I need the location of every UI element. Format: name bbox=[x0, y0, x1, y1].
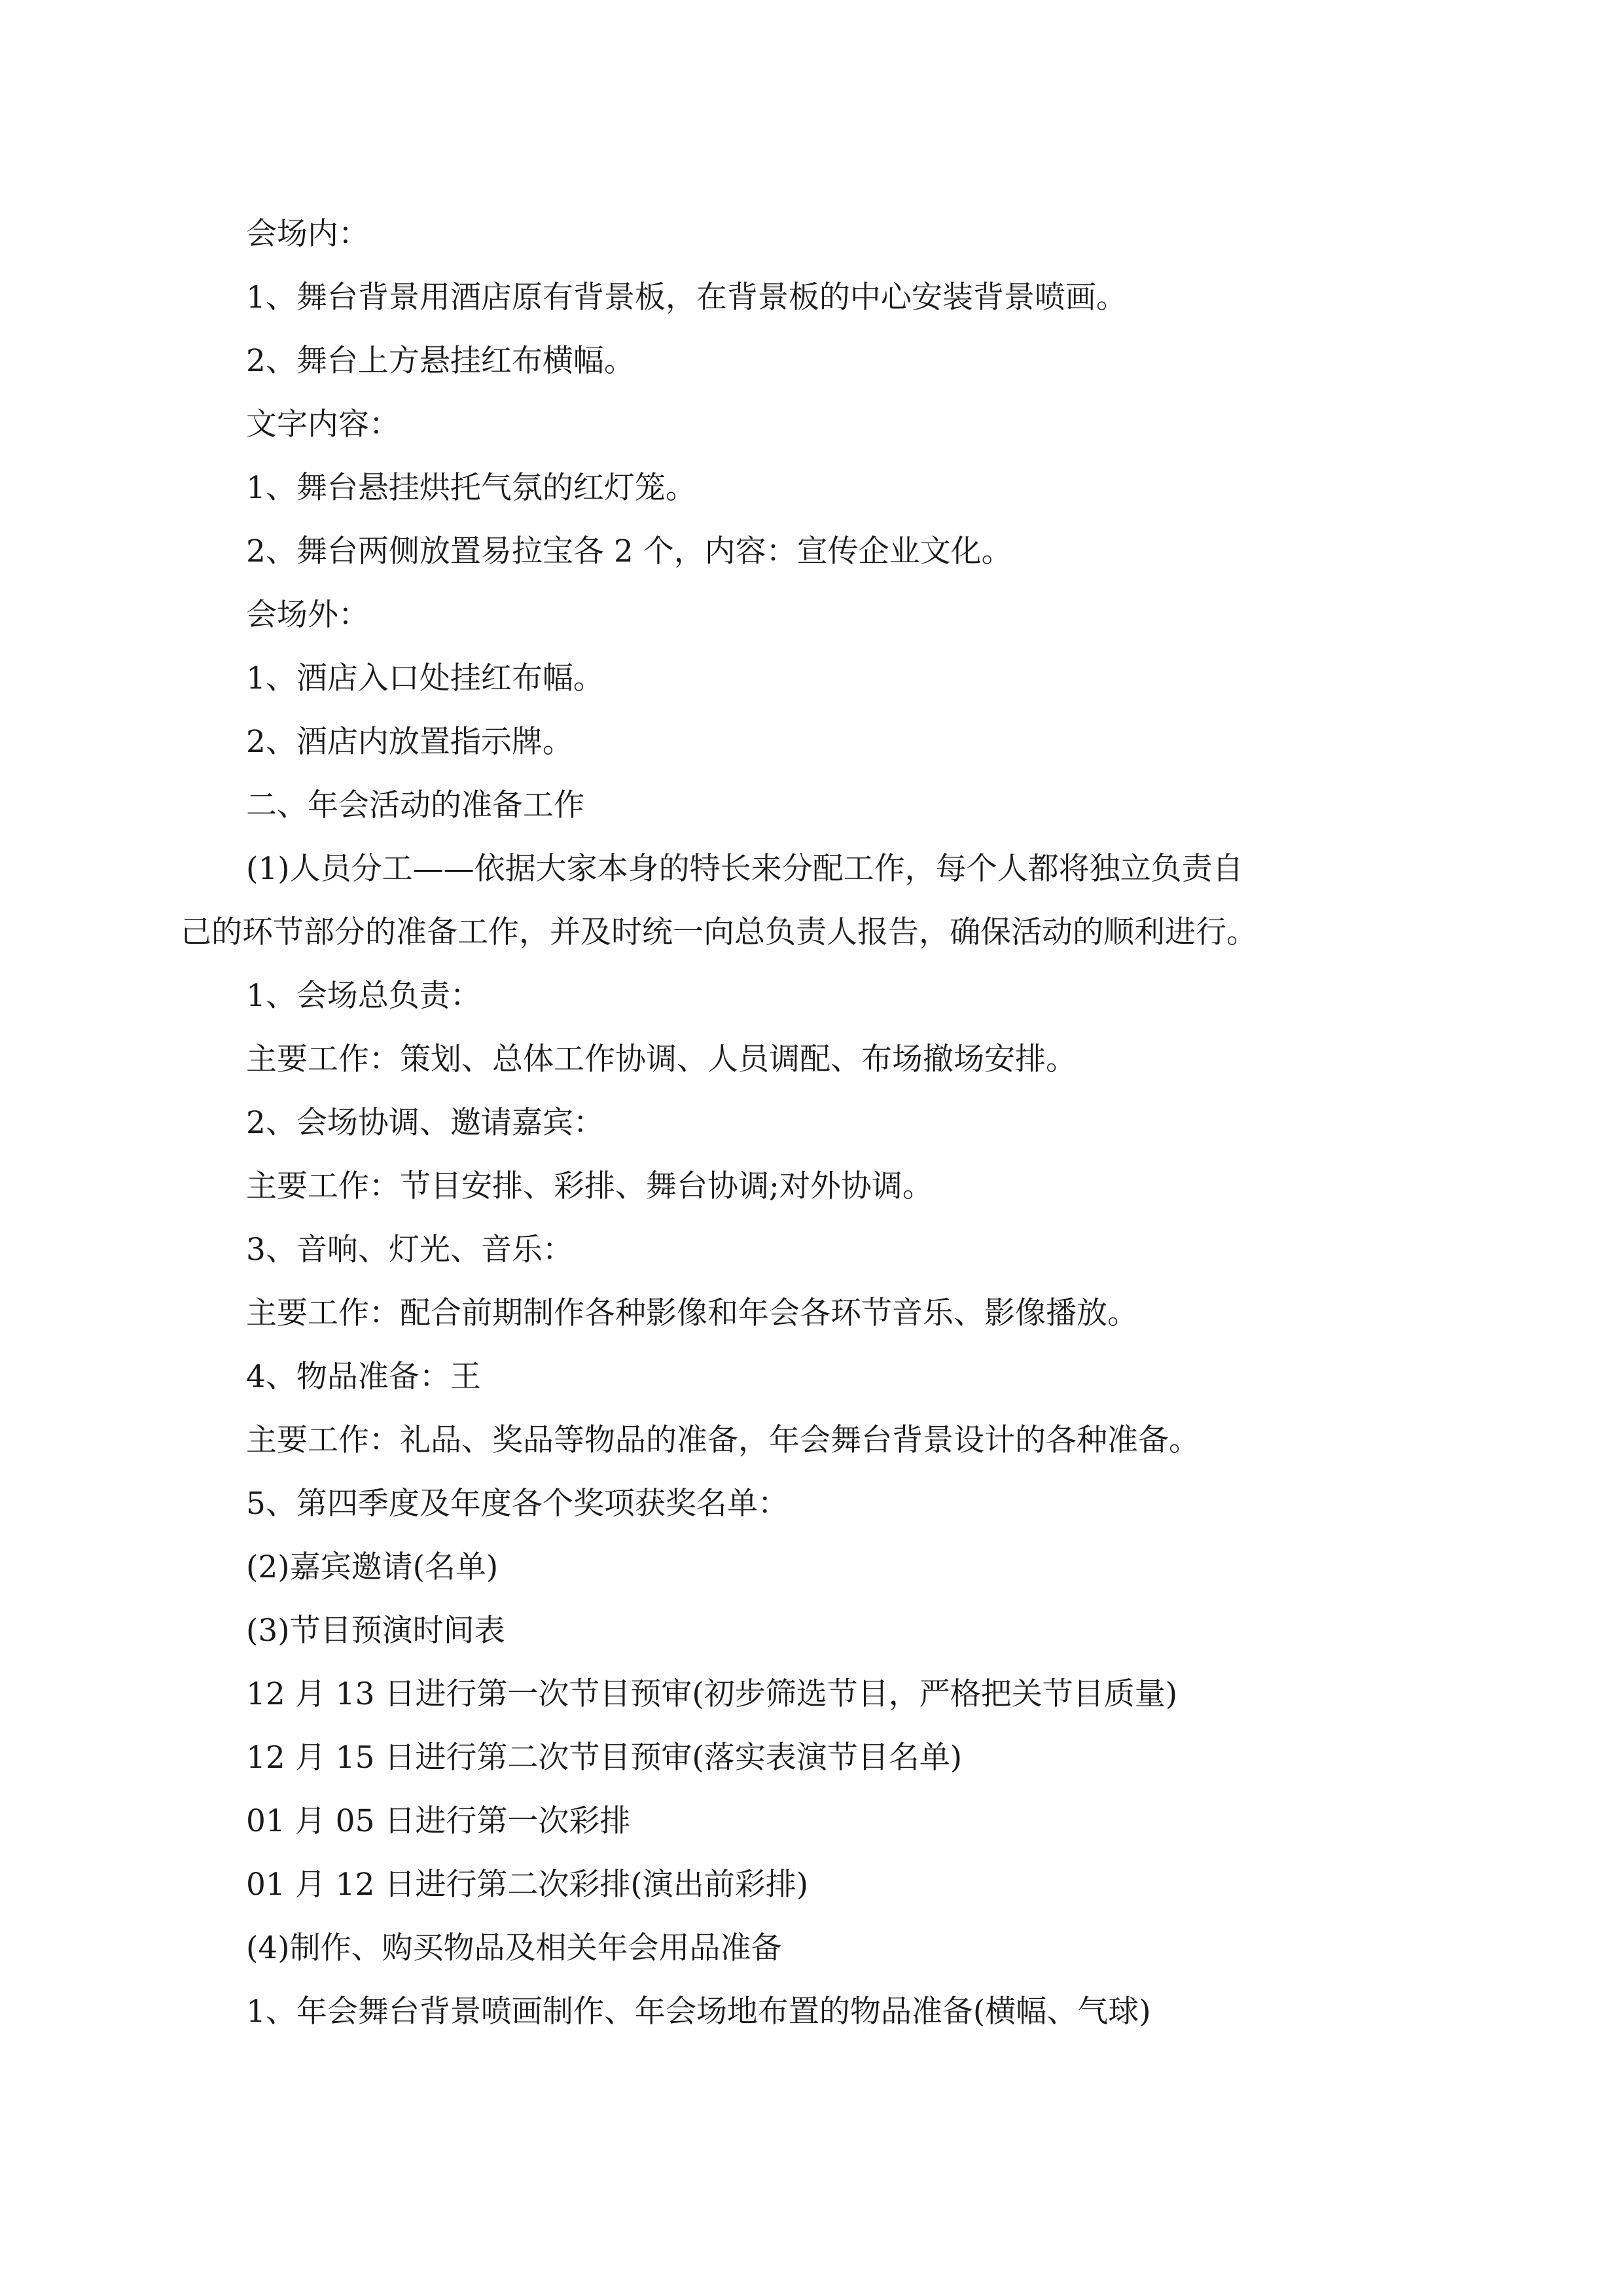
list-item: 2、舞台上方悬挂红布横幅。 bbox=[246, 343, 635, 379]
list-item: 2、舞台两侧放置易拉宝各 2 个，内容：宣传企业文化。 bbox=[246, 533, 1012, 569]
document-body bbox=[181, 202, 1411, 2043]
schedule-item: 12 月 13 日进行第一次节目预审(初步筛选节目，严格把关节目质量) bbox=[246, 1676, 1178, 1712]
section-heading-inside-venue: 会场内： bbox=[246, 216, 369, 252]
list-item: 主要工作：节目安排、彩排、舞台协调;对外协调。 bbox=[246, 1168, 933, 1204]
list-item: (2)嘉宾邀请(名单) bbox=[246, 1549, 499, 1585]
list-item: 5、第四季度及年度各个奖项获奖名单： bbox=[246, 1486, 789, 1522]
schedule-item: 12 月 15 日进行第二次节目预审(落实表演节目名单) bbox=[246, 1740, 963, 1776]
list-item: 主要工作：礼品、奖品等物品的准备，年会舞台背景设计的各种准备。 bbox=[246, 1422, 1200, 1458]
list-item: 主要工作：配合前期制作各种影像和年会各环节音乐、影像播放。 bbox=[246, 1295, 1138, 1331]
schedule-item: 01 月 12 日进行第二次彩排(演出前彩排) bbox=[246, 1867, 809, 1903]
section-heading-outside-venue: 会场外： bbox=[246, 597, 369, 633]
list-item: 主要工作：策划、总体工作协调、人员调配、布场撤场安排。 bbox=[246, 1041, 1077, 1077]
schedule-item: 01 月 05 日进行第一次彩排 bbox=[246, 1803, 631, 1839]
list-item: 1、会场总负责： bbox=[246, 978, 481, 1014]
paragraph-staff-assignment bbox=[181, 837, 1411, 964]
list-item: 1、舞台背景用酒店原有背景板，在背景板的中心安装背景喷画。 bbox=[246, 279, 1127, 315]
list-item: 1、酒店入口处挂红布幅。 bbox=[246, 660, 604, 696]
list-item: 3、音响、灯光、音乐： bbox=[246, 1232, 573, 1268]
list-item: 1、年会舞台背景喷画制作、年会场地布置的物品准备(横幅、气球) bbox=[246, 1994, 1151, 2030]
section-heading-preparation: 二、年会活动的准备工作 bbox=[246, 787, 584, 823]
list-item: 4、物品准备：王 bbox=[246, 1359, 481, 1395]
list-item: 1、舞台悬挂烘托气氛的红灯笼。 bbox=[246, 470, 696, 506]
list-item: 2、会场协调、邀请嘉宾： bbox=[246, 1105, 604, 1141]
list-item: (3)节目预演时间表 bbox=[246, 1613, 505, 1649]
paragraph-line: 己的环节部分的准备工作，并及时统一向总负责人报告，确保活动的顺利进行。 bbox=[181, 914, 1257, 950]
section-heading-text-content: 文字内容： bbox=[246, 406, 400, 442]
paragraph-line: (1)人员分工——依据大家本身的特长来分配工作，每个人都将独立负责自 bbox=[246, 851, 1243, 887]
list-item: 2、酒店内放置指示牌。 bbox=[246, 724, 573, 760]
list-item: (4)制作、购买物品及相关年会用品准备 bbox=[246, 1930, 782, 1966]
